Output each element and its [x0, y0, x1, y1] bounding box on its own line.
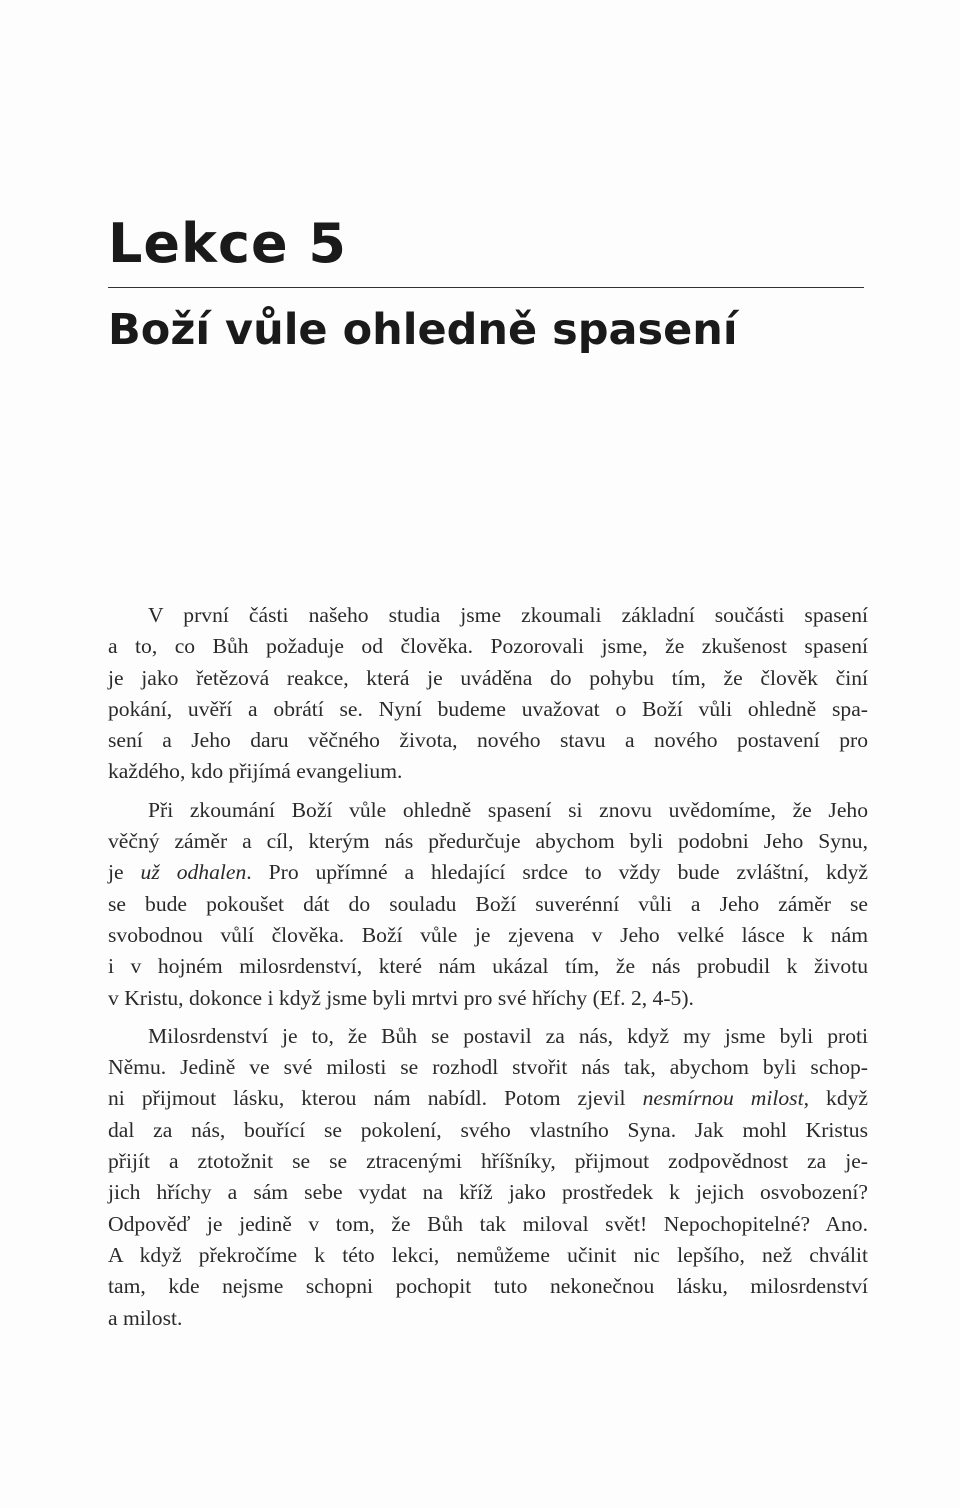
text-line: sení a Jeho daru věčného života, nového stavu a nového postavení pro	[108, 728, 868, 753]
lesson-label: Lekce 5	[108, 212, 347, 275]
text-line: Odpověď je jedině v tom, že Bůh tak miloval svět! Nepochopitelné? Ano.	[108, 1211, 868, 1236]
text-line: A když překročíme k této lekci, nemůžeme učinit nic lepšího, než chválit	[108, 1242, 868, 1267]
text-line: věčný záměr a cíl, kterým nás předurčuje abychom byli podobni Jeho Synu,	[108, 829, 868, 854]
text-segment: je	[108, 860, 141, 885]
text-line: v Kristu, dokonce i když jsme byli mrtvi pro své hříchy (Ef. 2, 4-5).	[108, 985, 694, 1010]
text-line: tam, kde nejsme schopni pochopit tuto nekonečnou lásku, milosrdenství	[108, 1274, 868, 1299]
lesson-title: Boží vůle ohledně spasení	[108, 305, 738, 355]
text-line: každého, kdo přijímá evangelium.	[108, 759, 403, 784]
text-line: je jako řetězová reakce, která je uváděna do pohybu tím, že člověk činí	[108, 665, 868, 690]
text-line: a to, co Bůh požaduje od člověka. Pozorovali jsme, že zkušenost spasení	[108, 634, 868, 659]
text-line: Při zkoumání Boží vůle ohledně spasení si znovu uvědomíme, že Jeho	[148, 797, 868, 822]
text-line-with-emphasis	[108, 857, 868, 888]
emphasized-text: už odhalen	[140, 860, 247, 885]
text-line: dal za nás, bouřící se pokolení, svého vlastního Syna. Jak mohl Kristus	[108, 1117, 868, 1142]
text-line-with-emphasis	[108, 1083, 868, 1114]
title-divider	[108, 287, 864, 288]
text-line: i v hojném milosrdenství, které nám ukázal tím, že nás probudil k životu	[108, 954, 868, 979]
text-line: jich hříchy a sám sebe vydat na kříž jako prostředek k jejich osvobození?	[108, 1180, 868, 1205]
text-line: a milost.	[108, 1305, 183, 1330]
text-line: přijít a ztotožnit se se ztracenými hříšníky, přijmout zodpovědnost za je-	[108, 1149, 868, 1174]
text-line: V první části našeho studia jsme zkoumali základní součásti spasení	[148, 603, 868, 627]
text-line: se bude pokoušet dát do souladu Boží suverénní vůli a Jeho záměr se	[108, 891, 868, 916]
paragraph-3	[108, 1021, 868, 1334]
paragraph-1	[108, 600, 868, 788]
text-segment: . Pro upřímné a hledající srdce to vždy bude zvláštní, když	[246, 860, 868, 885]
text-line: Němu. Jedině ve své milosti se rozhodl stvořit nás tak, abychom byli schop-	[108, 1055, 868, 1080]
text-segment: ni přijmout lásku, kterou nám nabídl. Potom zjevil	[108, 1086, 643, 1111]
paragraph-2	[108, 795, 868, 1014]
text-line: svobodnou vůlí člověka. Boží vůle je zjevena v Jeho velké lásce k nám	[108, 922, 868, 947]
emphasized-text: nesmírnou milost	[642, 1086, 804, 1111]
text-line: Milosrdenství je to, že Bůh se postavil za nás, když my jsme byli proti	[148, 1023, 868, 1048]
text-line: pokání, uvěří a obrátí se. Nyní budeme uvažovat o Boží vůli ohledně spa-	[108, 696, 868, 721]
text-segment: , když	[803, 1086, 868, 1111]
body-text	[108, 600, 868, 1341]
